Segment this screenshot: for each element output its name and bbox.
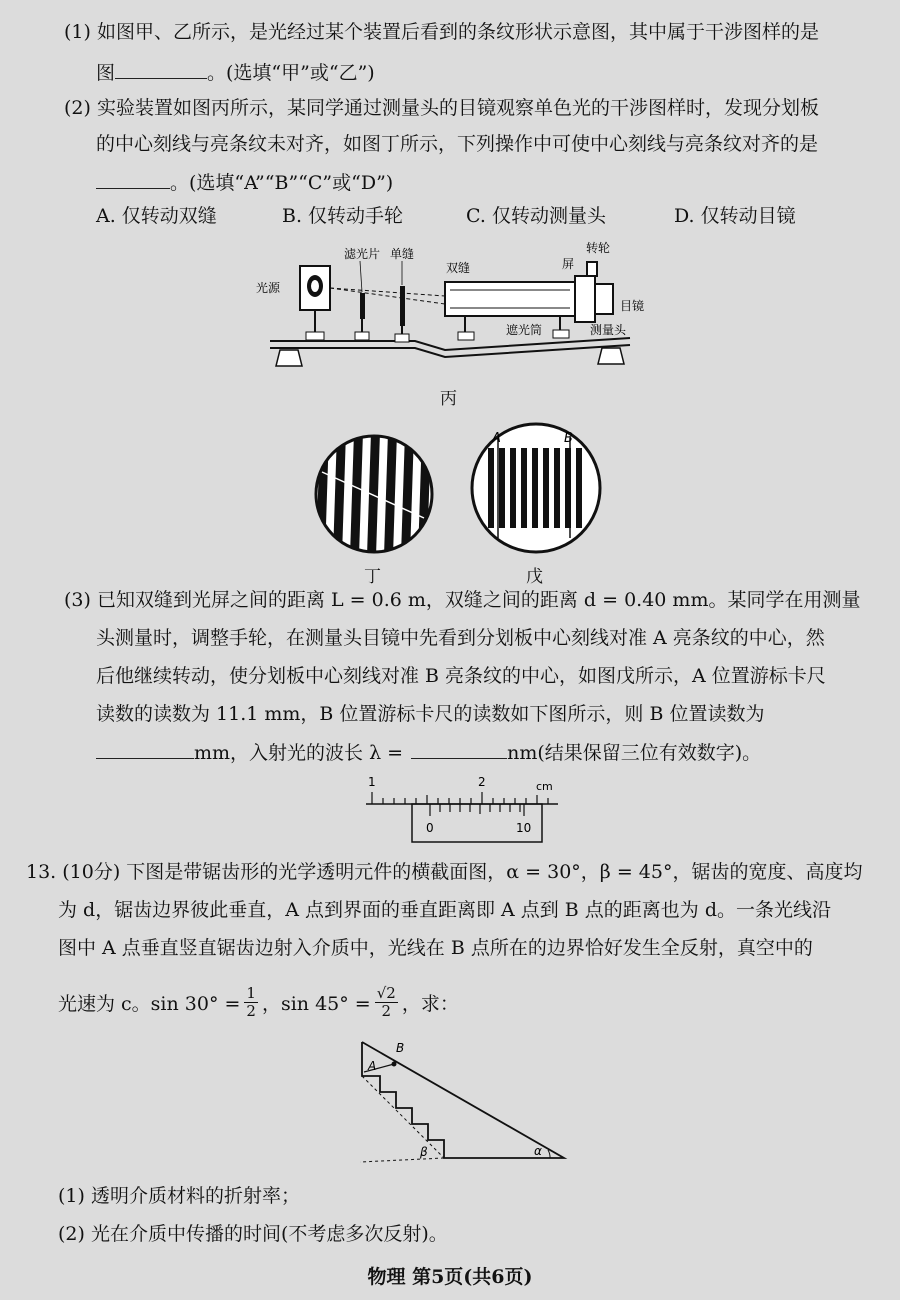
apparatus-figure	[250, 238, 660, 378]
q12-p3-line4: 读数的读数为 11.1 mm，B 位置游标卡尺的读数如下图所示，则 B 位置读数为	[96, 703, 765, 725]
sawtooth-boundary	[362, 1042, 564, 1158]
q13-line4-post: ，求：	[401, 992, 459, 1015]
answer-blank-1	[115, 58, 207, 79]
filter	[360, 293, 365, 319]
q12-p2-line3	[96, 168, 393, 197]
label-screen: 屏	[562, 257, 575, 271]
q13-line4-mid: ，sin 45° =	[261, 992, 371, 1015]
fig-label-beta: β	[420, 1145, 428, 1159]
q13-line4-pre: 光速为 c。sin 30° =	[58, 992, 241, 1015]
measuring-head	[575, 276, 595, 322]
q12-p2-line2: 的中心刻线与亮条纹未对齐，如图丁所示，下列操作中可使中心刻线与亮条纹对齐的是	[96, 133, 819, 155]
q13-line4	[58, 980, 459, 1024]
q12-p3-line5-b: nm(结果保留三位有效数字)。	[507, 742, 762, 764]
point-b	[392, 1062, 397, 1067]
caliper-main-2: 2	[478, 775, 486, 789]
fraction-half	[244, 985, 258, 1020]
bench-foot-left	[276, 350, 302, 366]
label-measuring-head: 测量头	[590, 323, 627, 337]
hand-wheel-icon	[587, 262, 597, 276]
vernier-caliper	[362, 770, 562, 844]
label-eyepiece: 目镜	[620, 299, 645, 313]
sawtooth-figure	[350, 1036, 580, 1166]
caliper-vernier-10: 10	[516, 821, 532, 835]
fig-label-a: A	[368, 1059, 377, 1073]
fringe-figure-wu	[468, 420, 604, 556]
caption-wu: 戊	[526, 567, 543, 587]
caliper-main-1: 1	[368, 775, 376, 789]
fraction-half-num: 1	[246, 983, 256, 1002]
q12-p3-line2: 头测量时，调整手轮，在测量头目镜中先看到分划板中心刻线对准 A 亮条纹的中心，然	[96, 627, 825, 649]
eyepiece	[595, 284, 613, 314]
q12-p1-line2-post: 。(选填“甲”或“乙”)	[207, 62, 375, 84]
fraction-root2-den: 2	[381, 1001, 392, 1020]
option-c: C. 仅转动测量头	[466, 205, 606, 227]
q13-line3: 图中 A 点垂直竖直锯齿边射入介质中，光线在 B 点所在的边界恰好发生全反射，真空中的	[58, 937, 813, 959]
q12-p3-line5-a: mm，入射光的波长 λ =	[194, 742, 404, 764]
label-double-slit: 双缝	[446, 261, 471, 275]
q12-p1-line2-pre: 图	[96, 62, 116, 84]
caliper-vernier-0: 0	[426, 821, 434, 835]
q12-p3-line5	[96, 738, 761, 767]
q13-sub2: (2) 光在介质中传播的时间(不考虑多次反射)。	[58, 1223, 448, 1245]
label-light-source: 光源	[256, 281, 281, 295]
fringe-label-b: B	[564, 431, 573, 446]
option-d: D. 仅转动目镜	[674, 205, 796, 227]
option-a: A. 仅转动双缝	[96, 205, 217, 227]
caption-bing: 丙	[440, 389, 457, 409]
q12-p2-line1: (2) 实验装置如图丙所示，某同学通过测量头的目镜观察单色光的干涉图样时，发现分划板	[64, 97, 819, 119]
label-filter: 滤光片	[344, 247, 381, 261]
q12-p3-line1: (3) 已知双缝到光屏之间的距离 L = 0.6 m，双缝之间的距离 d = 0.40 mm。某同学在用测量	[64, 589, 861, 611]
fraction-root2-num: √2	[376, 983, 396, 1002]
fig-label-b: B	[396, 1041, 405, 1055]
answer-blank-4	[411, 738, 507, 759]
bench-foot-right	[598, 348, 624, 364]
page-footer: 物理 第5页(共6页)	[367, 1266, 533, 1288]
fringe-figure-ding	[312, 432, 436, 556]
label-wheel: 转轮	[586, 241, 611, 255]
single-slit	[400, 286, 405, 326]
caliper-unit: cm	[536, 780, 553, 793]
q12-p1-line1: (1) 如图甲、乙所示，是光经过某个装置后看到的条纹形状示意图，其中属于干涉图样的是	[64, 21, 819, 43]
fraction-root2	[375, 985, 398, 1020]
fraction-half-den: 2	[246, 1001, 256, 1020]
answer-blank-3	[96, 738, 194, 759]
q13-line2: 为 d，锯齿边界彼此垂直，A 点到界面的垂直距离即 A 点到 B 点的距离也为 d。一条光线沿	[58, 899, 832, 921]
label-hood: 遮光筒	[506, 323, 543, 337]
q12-p2-line3-post: 。(选填“A”“B”“C”或“D”)	[170, 172, 394, 194]
q13-line1: 13. (10分) 下图是带锯齿形的光学透明元件的横截面图，α = 30°，β = 45°，锯齿的宽度、高度均	[26, 861, 863, 883]
q13-sub1: (1) 透明介质材料的折射率；	[58, 1185, 300, 1207]
option-b: B. 仅转动手轮	[282, 205, 404, 227]
q12-p3-line3: 后他继续转动，使分划板中心刻线对准 B 亮条纹的中心，如图戊所示，A 位置游标卡尺	[96, 665, 826, 687]
label-single-slit: 单缝	[390, 247, 415, 261]
light-hood-tube	[445, 282, 575, 316]
caption-ding: 丁	[364, 567, 381, 587]
fig-label-alpha: α	[534, 1144, 542, 1158]
q12-p1-line2	[96, 58, 375, 87]
answer-blank-2	[96, 168, 170, 189]
fringe-label-a: A	[492, 431, 501, 446]
